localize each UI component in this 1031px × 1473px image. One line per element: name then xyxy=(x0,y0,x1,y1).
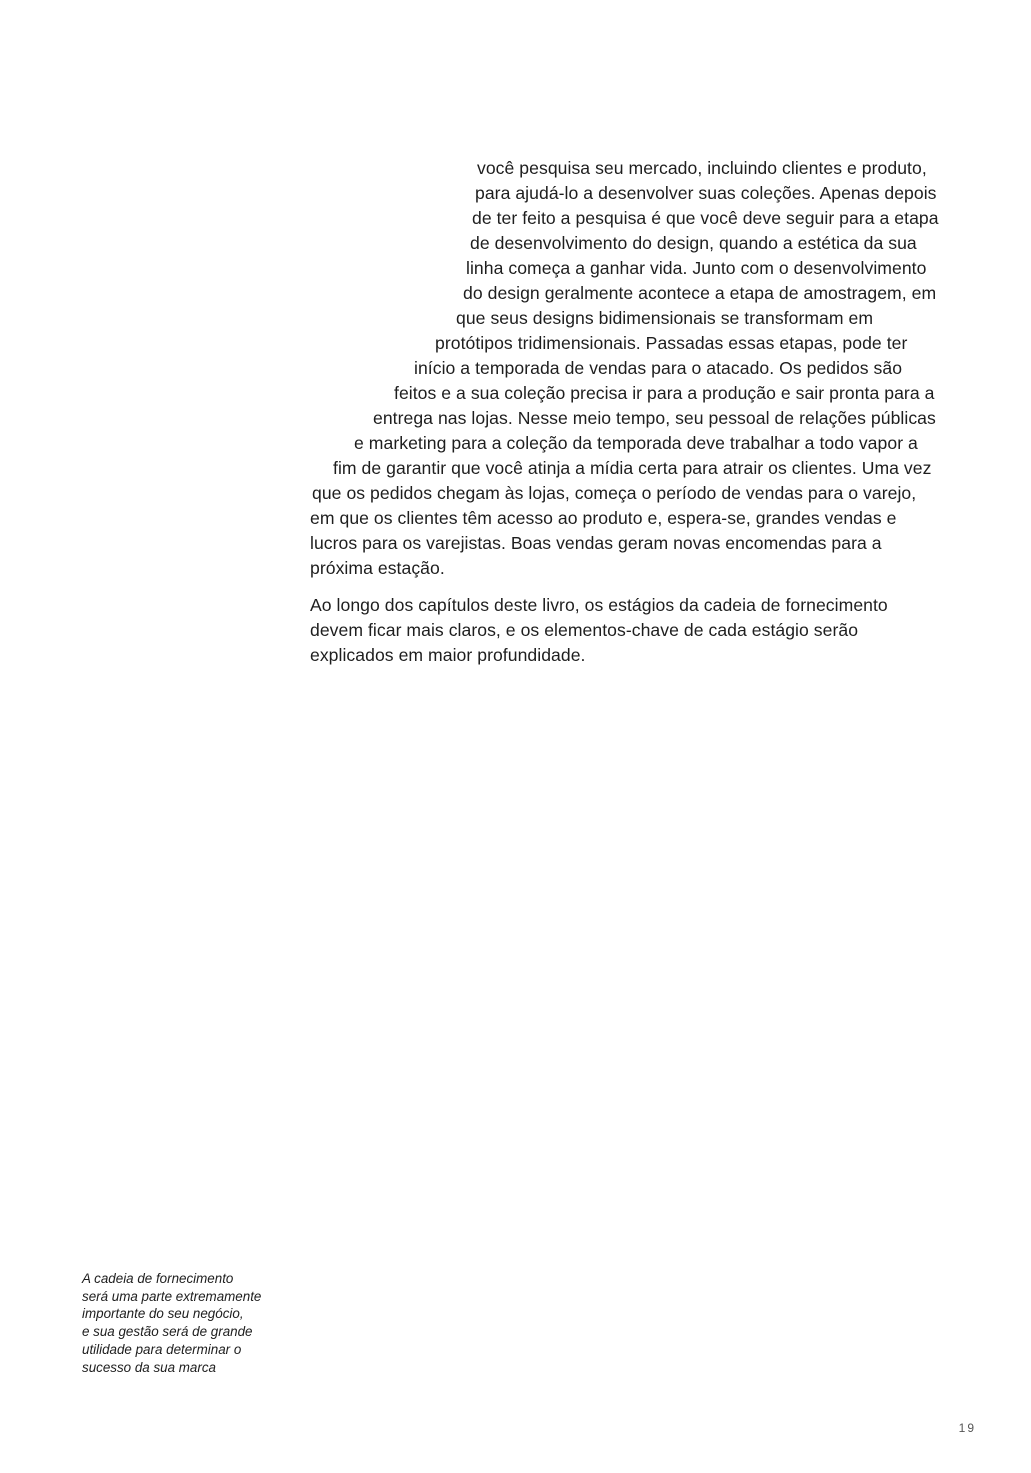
caption-line: sucesso da sua marca xyxy=(82,1359,216,1375)
body-line: em que os clientes têm acesso ao produto e, espera-se, grandes vendas e xyxy=(310,508,897,528)
body-line: linha começa a ganhar vida. Junto com o desenvolvimento xyxy=(466,258,927,278)
body-line: e marketing para a coleção da temporada deve trabalhar a todo vapor a xyxy=(354,433,918,453)
body-line: que seus designs bidimensionais se transformam em xyxy=(456,308,874,328)
body-line: de ter feito a pesquisa é que você deve seguir para a etapa xyxy=(472,208,939,228)
body-line: lucros para os varejistas. Boas vendas geram novas encomendas para a xyxy=(310,533,882,553)
caption-line: utilidade para determinar o xyxy=(82,1341,242,1357)
caption-line: e sua gestão será de grande xyxy=(82,1324,253,1340)
body-line: fim de garantir que você atinja a mídia certa para atrair os clientes. Uma vez xyxy=(333,458,932,478)
caption-line: A cadeia de fornecimento xyxy=(82,1271,234,1286)
body-line: feitos e a sua coleção precisa ir para a produção e sair pronta para a xyxy=(394,383,935,403)
caption-line: importante do seu negócio, xyxy=(82,1306,244,1322)
body-paragraph-2 xyxy=(310,593,970,668)
body-line: próxima estação. xyxy=(310,558,445,578)
body-line: de desenvolvimento do design, quando a estética da sua xyxy=(470,233,917,253)
body-line: explicados em maior profundidade. xyxy=(310,645,586,665)
body-line: início a temporada de vendas para o atacado. Os pedidos são xyxy=(414,358,903,378)
body-line: para ajudá-lo a desenvolver suas coleções. Apenas depois xyxy=(475,183,937,203)
body-line: que os pedidos chegam às lojas, começa o período de vendas para o varejo, xyxy=(312,483,917,503)
body-line: do design geralmente acontece a etapa de amostragem, em xyxy=(463,283,937,303)
caption-line: será uma parte extremamente xyxy=(82,1288,262,1304)
body-line: você pesquisa seu mercado, incluindo clientes e produto, xyxy=(477,158,927,178)
body-line: Ao longo dos capítulos deste livro, os estágios da cadeia de fornecimento xyxy=(310,595,888,615)
body-line: devem ficar mais claros, e os elementos-chave de cada estágio serão xyxy=(310,620,859,640)
page-number: 19 xyxy=(958,1421,976,1435)
body-line: entrega nas lojas. Nesse meio tempo, seu pessoal de relações públicas xyxy=(373,408,936,428)
body-line: protótipos tridimensionais. Passadas essas etapas, pode ter xyxy=(435,333,908,353)
image-caption xyxy=(82,1270,292,1376)
